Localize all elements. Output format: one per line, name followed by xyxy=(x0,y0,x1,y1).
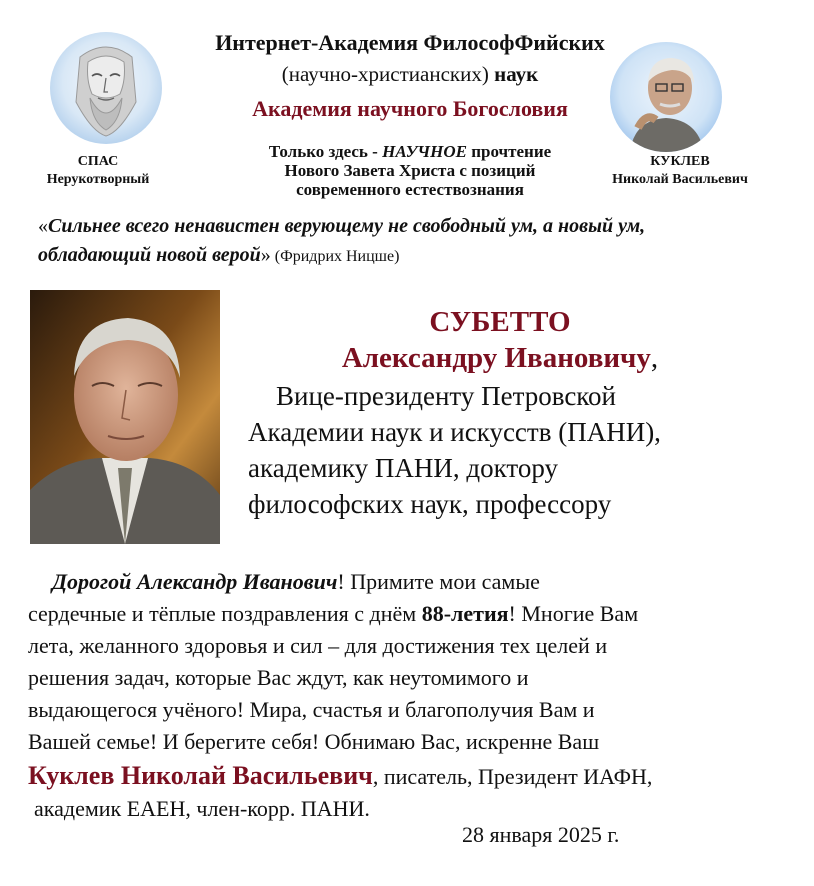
greeting-letter xyxy=(28,566,798,825)
quote-open: « xyxy=(38,215,48,237)
left-caption-line2: Нерукотворный xyxy=(46,172,150,187)
quote-close: » xyxy=(260,244,271,266)
right-caption-line1: КУКЛЕВ xyxy=(650,154,710,169)
letter-line2-prefix: сердечные и тёплые поздравления с днём xyxy=(28,601,422,626)
nietzsche-quote xyxy=(38,212,788,271)
letter-line6: Вашей семье! И берегите себя! Обнимаю Вас, искренне Ваш xyxy=(28,729,600,754)
greeting: Дорогой Александр Иванович xyxy=(52,569,338,594)
addressee-surname: СУБЕТТО xyxy=(429,306,571,338)
addressee-name-line xyxy=(240,342,760,375)
position-line-4: философских наук, профессору xyxy=(248,489,612,519)
position-line-2: Академии наук и искусств (ПАНИ), xyxy=(248,417,661,447)
header-title: Интернет-Академия ФилософФийских xyxy=(215,30,605,55)
letter-line5: выдающегося учёного! Мира, счастья и благополучия Вам и xyxy=(28,697,595,722)
only-here-prefix: Только здесь - xyxy=(268,142,383,161)
quote-author: (Фридрих Ницше) xyxy=(270,248,400,265)
signature-rest: , писатель, Президент ИАФН, xyxy=(372,764,653,789)
letter-line2-rest: ! Многие Вам xyxy=(508,601,639,626)
right-caption-line2: Николай Васильевич xyxy=(612,172,748,187)
anniversary-bold: 88-летия xyxy=(421,601,509,626)
author-portrait-icon xyxy=(610,42,722,152)
only-here-text xyxy=(200,142,620,199)
academy-title: Академия научного Богословия xyxy=(252,96,568,121)
addressee-name: Александру Ивановичу xyxy=(341,342,651,374)
position-line-3: академику ПАНИ, доктору xyxy=(248,453,558,483)
right-caption xyxy=(580,153,780,189)
addressee-comma: , xyxy=(650,342,659,374)
signature-line2: академик ЕАЕН, член-корр. ПАНИ. xyxy=(34,796,370,821)
only-here-italic: НАУЧНОЕ xyxy=(382,142,467,161)
letter-line1: ! Примите мои самые xyxy=(337,569,540,594)
only-here-rest: прочтение xyxy=(466,142,552,161)
addressee-position xyxy=(248,378,661,522)
position-line-1: Вице-президенту Петровской xyxy=(276,381,617,411)
only-here-line2: Нового Завета Христа с позиций xyxy=(284,161,536,180)
header-subtitle-prefix: (научно-христианских) xyxy=(281,62,495,86)
left-caption-line1: СПАС xyxy=(77,154,119,169)
letter-line4: решения задач, которые Вас ждут, как неутомимого и xyxy=(28,665,529,690)
only-here-line3: современного естествознания xyxy=(296,180,524,199)
addressee-photo xyxy=(30,290,220,544)
letter-line3: лета, желанного здоровья и сил – для достижения тех целей и xyxy=(28,633,608,658)
savior-icon xyxy=(50,32,162,144)
letter-date: 28 января 2025 г. xyxy=(462,822,620,847)
quote-line1: Сильнее всего ненавистен верующему не свободный ум, а новый ум, xyxy=(48,215,646,237)
header-subtitle-bold: наук xyxy=(494,62,539,86)
quote-line2: обладающий новой верой xyxy=(38,244,261,266)
signature-name: Куклев Николай Васильевич xyxy=(28,761,373,790)
left-caption xyxy=(28,153,168,189)
